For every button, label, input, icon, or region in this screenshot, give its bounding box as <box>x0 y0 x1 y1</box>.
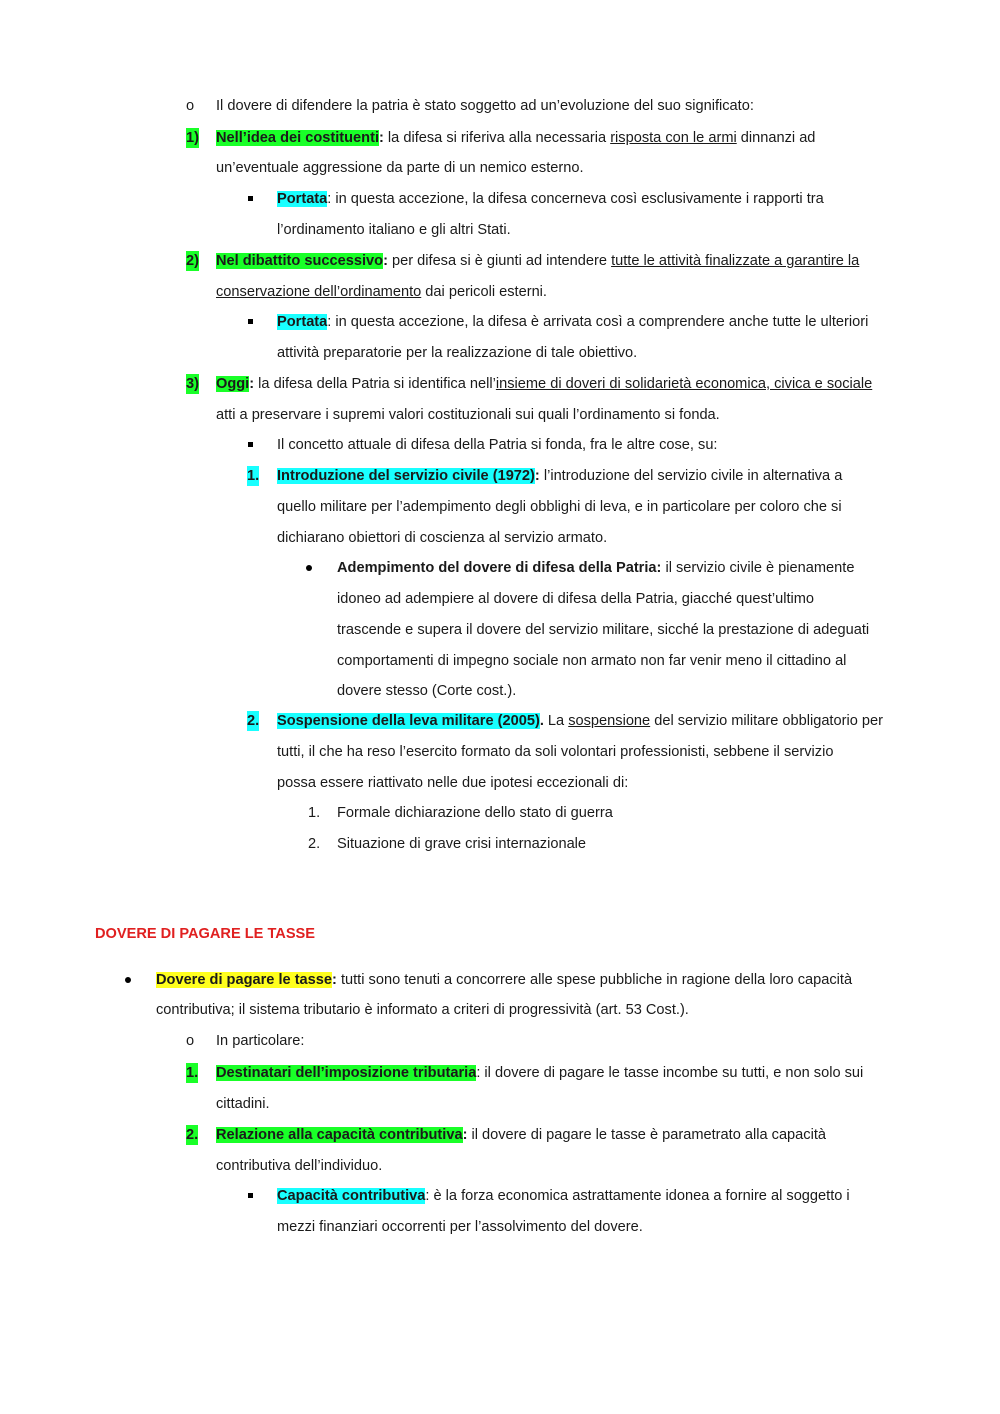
ipotesi-guerra: Formale dichiarazione dello stato di guerra <box>337 805 613 821</box>
colon: : <box>534 468 540 484</box>
text: : il dovere di pagare le tasse incombe su tutti, e non solo sui <box>476 1065 864 1081</box>
text: : in questa accezione, la difesa concerneva così esclusivamente i rapporti tra <box>327 191 824 207</box>
adempimento-line4: comportamenti di impegno sociale non armato non far venir meno il cittadino al <box>337 653 847 669</box>
item-number: 1. <box>308 805 321 821</box>
adempimento-line5: dovere stesso (Corte cost.). <box>337 683 517 699</box>
square-bullet <box>248 1193 253 1198</box>
item-dibattito-line2 <box>216 282 547 302</box>
bold-term: Adempimento del dovere di difesa della Patria: <box>337 560 662 576</box>
item-number: 3) <box>186 376 199 392</box>
item-number: 2. <box>186 1127 199 1143</box>
item-number: 2) <box>186 253 199 269</box>
text: dai pericoli esterni. <box>421 284 547 300</box>
sospensione-line2: tutti, il che ha reso l’esercito formato da soli volontari professionisti, sebbene il servizio <box>277 744 834 760</box>
intro-line: Il dovere di difendere la patria è stato soggetto ad un’evoluzione del suo significato: <box>216 98 754 114</box>
servizio-civile-line <box>277 466 842 486</box>
text: La <box>543 713 569 729</box>
underlined-text: sospensione <box>568 713 651 729</box>
sospensione-line <box>277 711 883 731</box>
item-dibattito-line <box>216 251 859 271</box>
colon: : <box>383 253 388 269</box>
destinatari-line <box>216 1063 863 1083</box>
ipotesi-crisi: Situazione di grave crisi internazionale <box>337 836 587 852</box>
item-number: 1) <box>186 130 199 146</box>
dovere-tasse-line2: contributiva; il sistema tributario è informato a criteri di progressività (art. 53 Cost.). <box>156 1002 689 1018</box>
item-oggi-line <box>216 374 872 394</box>
highlighted-term: Nell’idea dei costituenti <box>216 130 379 146</box>
text: il servizio civile è pienamente <box>661 560 855 576</box>
text: dinnanzi ad <box>736 130 816 146</box>
item-oggi-line2: atti a preservare i supremi valori costituzionali sui quali l’ordinamento si fonda. <box>216 407 720 423</box>
colon: : <box>332 972 337 988</box>
highlighted-term: Portata <box>277 191 328 207</box>
portata-line <box>277 312 868 332</box>
underlined-text: tutte le attività finalizzate a garantire la <box>611 253 860 269</box>
square-bullet <box>248 196 253 201</box>
relazione-line <box>216 1125 826 1145</box>
destinatari-line2: cittadini. <box>216 1096 270 1112</box>
item-number: 2. <box>308 836 321 852</box>
period: . <box>539 713 544 729</box>
text: : in questa accezione, la difesa è arrivata così a comprendere anche tutte le ulteriori <box>327 314 869 330</box>
capacita-line2: mezzi finanziari occorrenti per l’assolvimento del dovere. <box>277 1219 643 1235</box>
concetto-line: Il concetto attuale di difesa della Patria si fonda, fra le altre cose, su: <box>277 437 718 453</box>
portata-line2: l’ordinamento italiano e gli altri Stati. <box>277 222 511 238</box>
highlighted-term: Capacità contributiva <box>277 1188 426 1204</box>
square-bullet <box>248 442 253 447</box>
underlined-text: conservazione dell’ordinamento <box>216 284 422 300</box>
highlighted-term: Dovere di pagare le tasse <box>156 972 333 988</box>
colon: : <box>462 1127 468 1143</box>
text: per difesa si è giunti ad intendere <box>387 253 612 269</box>
text: del servizio militare obbligatorio per <box>650 713 883 729</box>
text: : è la forza economica astrattamente idonea a fornire al soggetto i <box>425 1188 850 1204</box>
square-bullet <box>248 319 253 324</box>
item-number: 2. <box>247 713 260 729</box>
adempimento-line <box>337 558 854 578</box>
highlighted-term: Portata <box>277 314 328 330</box>
item-costituenti-line <box>216 128 815 148</box>
underlined-text: insieme di doveri di solidarietà economica, civica e sociale <box>495 376 873 392</box>
list-marker-o: o <box>186 1033 195 1049</box>
highlighted-term: Introduzione del servizio civile (1972) <box>277 468 535 484</box>
highlighted-term: Destinatari dell’imposizione tributaria <box>216 1065 477 1081</box>
adempimento-line2: idoneo ad adempiere al dovere di difesa della Patria, giacché quest’ultimo <box>337 591 815 607</box>
item-costituenti-line2: un’eventuale aggressione da parte di un nemico esterno. <box>216 160 584 176</box>
item-number: 1. <box>186 1065 199 1081</box>
round-bullet <box>125 977 131 983</box>
item-number: 1. <box>247 468 260 484</box>
text: il dovere di pagare le tasse è parametrato alla capacità <box>467 1127 827 1143</box>
servizio-civile-line2: quello militare per l’adempimento degli obblighi di leva, e in particolare per coloro che si <box>277 499 842 515</box>
in-particolare-line: In particolare: <box>216 1033 305 1049</box>
underlined-text: risposta con le armi <box>610 130 737 146</box>
text: la difesa della Patria si identifica nell’ <box>254 376 496 392</box>
portata-line2: attività preparatorie per la realizzazione di tale obiettivo. <box>277 345 638 361</box>
highlighted-term: Sospensione della leva militare (2005) <box>277 713 540 729</box>
adempimento-line3: trascende e supera il dovere del servizio militare, sicché la prestazione di adeguati <box>337 622 870 638</box>
colon: : <box>379 130 384 146</box>
dovere-tasse-line <box>156 970 852 990</box>
highlighted-term: Relazione alla capacità contributiva <box>216 1127 463 1143</box>
relazione-line2: contributiva dell’individuo. <box>216 1158 383 1174</box>
text: l’introduzione del servizio civile in alternativa a <box>539 468 843 484</box>
capacita-line <box>277 1186 850 1206</box>
text: tutti sono tenuti a concorrere alle spese pubbliche in ragione della loro capacità <box>336 972 853 988</box>
list-marker-o: o <box>186 98 195 114</box>
sospensione-line3: possa essere riattivato nelle due ipotesi eccezionali di: <box>277 775 629 791</box>
round-bullet <box>306 565 312 571</box>
highlighted-term: Oggi <box>216 376 250 392</box>
portata-line <box>277 189 824 209</box>
text: la difesa si riferiva alla necessaria <box>383 130 611 146</box>
colon: : <box>249 376 255 392</box>
section-heading: DOVERE DI PAGARE LE TASSE <box>95 926 316 942</box>
highlighted-term: Nel dibattito successivo <box>216 253 384 269</box>
servizio-civile-line3: dichiarano obiettori di coscienza al servizio armato. <box>277 530 608 546</box>
